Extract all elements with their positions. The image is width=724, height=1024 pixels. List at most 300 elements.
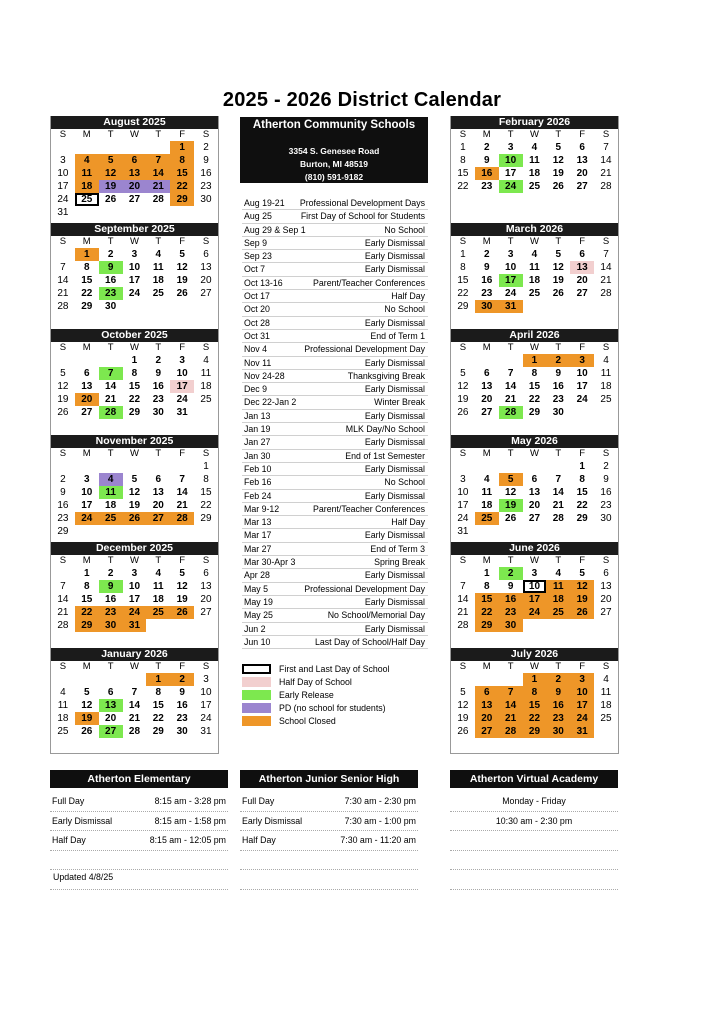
schedule-row xyxy=(450,812,618,832)
legend-swatch xyxy=(242,677,271,687)
day-cell: 8 xyxy=(131,368,138,379)
day-cell: 29 xyxy=(152,726,164,737)
day-cell: 30 xyxy=(200,194,212,205)
day-cell: 19 xyxy=(457,713,469,724)
day-cell: 31 xyxy=(457,526,469,537)
day-cell: 23 xyxy=(152,394,164,405)
day-header: S xyxy=(602,342,610,353)
day-header: T xyxy=(107,236,114,247)
day-cell: 31 xyxy=(57,207,69,218)
day-cell: 16 xyxy=(481,275,493,286)
day-cell: 13 xyxy=(481,381,493,392)
day-header: S xyxy=(602,661,610,672)
week-row xyxy=(451,473,618,486)
day-cell: 13 xyxy=(475,699,499,712)
day-header: W xyxy=(129,661,139,672)
week-row xyxy=(51,180,218,193)
day-cell: 13 xyxy=(600,581,612,592)
day-cell: 15 xyxy=(200,487,212,498)
day-header: M xyxy=(82,448,91,459)
day-cell: 8 xyxy=(170,154,194,167)
day-header: F xyxy=(579,342,586,353)
day-cell: 6 xyxy=(579,142,585,153)
event-row xyxy=(242,250,428,263)
day-cell: 24 xyxy=(499,180,523,193)
day-cell: 25 xyxy=(600,394,612,405)
day-cell: 23 xyxy=(481,181,493,192)
week-row xyxy=(51,380,218,393)
day-cell: 7 xyxy=(460,581,466,592)
day-header: S xyxy=(459,129,467,140)
day-cell: 5 xyxy=(99,154,123,167)
month-header: January 2026 xyxy=(51,648,218,661)
day-cell: 22 xyxy=(457,288,469,299)
day-cell: 11 xyxy=(153,581,164,592)
day-cell: 12 xyxy=(457,700,469,711)
day-cell: 14 xyxy=(505,381,517,392)
schedule-time: 8:15 am - 1:58 pm xyxy=(154,815,226,826)
week-row xyxy=(451,261,618,274)
day-cell: 12 xyxy=(570,580,594,593)
day-cell: 20 xyxy=(123,180,147,193)
day-cell: 22 xyxy=(523,712,547,725)
day-cell: 5 xyxy=(60,368,66,379)
day-header: S xyxy=(202,661,210,672)
day-cell: 13 xyxy=(576,155,588,166)
event-text: Early Dismissal xyxy=(364,384,425,395)
event-date: Dec 22-Jan 2 xyxy=(244,397,297,408)
month-header: February 2026 xyxy=(451,116,618,129)
day-cell: 24 xyxy=(523,606,547,619)
day-cell: 27 xyxy=(475,725,499,738)
week-row xyxy=(51,406,218,419)
day-cell: 8 xyxy=(523,686,547,699)
event-date: Oct 7 xyxy=(244,264,266,275)
schedule-title: Atherton Elementary xyxy=(50,770,228,788)
day-cell: 7 xyxy=(179,474,185,485)
day-cell: 25 xyxy=(546,606,570,619)
day-cell xyxy=(475,354,499,367)
day-cell xyxy=(123,673,147,686)
day-cell: 30 xyxy=(499,619,523,632)
day-cell xyxy=(499,525,523,538)
day-cell: 10 xyxy=(576,368,588,379)
day-header: S xyxy=(59,661,67,672)
day-cell: 28 xyxy=(152,194,164,205)
day-cell: 1 xyxy=(460,142,466,153)
legend xyxy=(242,662,428,728)
day-cell: 20 xyxy=(105,713,117,724)
day-cell xyxy=(51,354,75,367)
day-cell: 21 xyxy=(146,180,170,193)
day-header: F xyxy=(179,661,186,672)
event-date: Oct 20 xyxy=(244,304,270,315)
day-cell: 21 xyxy=(105,394,117,405)
day-cell: 22 xyxy=(576,500,588,511)
day-cell: 6 xyxy=(483,368,490,379)
day-cell: 5 xyxy=(499,473,523,486)
day-cell: 10 xyxy=(570,686,594,699)
day-header: T xyxy=(507,236,514,247)
event-date: Oct 13-16 xyxy=(244,277,283,288)
day-cell xyxy=(75,206,99,219)
day-cell: 16 xyxy=(105,594,117,605)
day-cell: 24 xyxy=(576,394,588,405)
day-cell: 3 xyxy=(131,249,138,260)
day-cell: 25 xyxy=(146,606,170,619)
day-cell: 3 xyxy=(507,142,514,153)
day-header: W xyxy=(529,342,539,353)
day-cell: 25 xyxy=(57,726,69,737)
day-cell: 30 xyxy=(105,301,117,312)
week-row xyxy=(51,580,218,593)
day-cell: 21 xyxy=(499,712,523,725)
event-text: Early Dismissal xyxy=(364,264,425,275)
day-cell: 31 xyxy=(499,300,523,313)
day-cell: 22 xyxy=(170,180,194,193)
schedule-title: Atherton Virtual Academy xyxy=(450,770,618,788)
day-cell xyxy=(523,460,547,473)
day-cell: 21 xyxy=(128,713,141,724)
day-cell xyxy=(51,248,75,261)
day-cell xyxy=(451,673,475,686)
day-cell: 30 xyxy=(176,726,188,737)
week-row xyxy=(51,725,218,738)
day-cell xyxy=(170,619,194,632)
day-cell: 20 xyxy=(200,594,212,605)
schedule-label: Early Dismissal xyxy=(242,815,303,826)
day-cell: 20 xyxy=(152,500,164,511)
day-cell: 9 xyxy=(99,261,123,274)
day-cell: 27 xyxy=(481,407,493,418)
day-header: T xyxy=(107,448,114,459)
schedule-time: 10:30 am - 2:30 pm xyxy=(495,815,573,826)
week-row xyxy=(51,686,218,699)
event-row xyxy=(242,357,428,370)
day-cell: 29 xyxy=(200,513,212,524)
legend-swatch xyxy=(242,703,271,713)
day-cell xyxy=(594,300,618,313)
week-row xyxy=(51,167,218,180)
day-cell: 7 xyxy=(603,142,609,153)
day-cell: 16 xyxy=(600,487,612,498)
day-cell: 9 xyxy=(203,155,209,166)
day-cell: 9 xyxy=(99,580,123,593)
day-cell: 2 xyxy=(107,249,114,260)
schedule-blank-row xyxy=(450,870,618,890)
day-cell xyxy=(499,354,523,367)
day-cell: 20 xyxy=(600,594,612,605)
day-cell xyxy=(570,406,594,419)
schedule-blank-row xyxy=(240,851,418,871)
schedule-row xyxy=(450,831,618,851)
day-cell: 6 xyxy=(475,686,499,699)
event-text: Early Dismissal xyxy=(364,530,425,541)
event-date: Jan 19 xyxy=(244,424,271,435)
schedule-row xyxy=(50,812,228,832)
day-cell xyxy=(99,206,123,219)
event-text: Winter Break xyxy=(374,397,425,408)
day-header: T xyxy=(155,555,162,566)
day-cell xyxy=(451,354,475,367)
day-cell: 27 xyxy=(576,181,588,192)
day-header: F xyxy=(179,342,186,353)
schedule-row xyxy=(50,831,228,851)
day-header: M xyxy=(482,661,491,672)
month-header: October 2025 xyxy=(51,329,218,342)
day-cell: 24 xyxy=(200,713,212,724)
day-header: S xyxy=(459,236,467,247)
event-row xyxy=(242,609,428,622)
event-row xyxy=(242,330,428,343)
day-cell: 16 xyxy=(152,381,164,392)
week-row xyxy=(451,180,618,193)
day-cell: 6 xyxy=(107,687,114,698)
event-date: Jun 2 xyxy=(244,623,266,634)
day-cell: 12 xyxy=(128,487,141,498)
day-cell: 20 xyxy=(528,500,541,511)
day-cell: 1 xyxy=(83,568,90,579)
day-cell: 13 xyxy=(200,262,212,273)
day-cell: 4 xyxy=(99,473,123,486)
event-text: Spring Break xyxy=(374,557,425,568)
day-header-row xyxy=(451,129,618,141)
day-cell: 2 xyxy=(155,355,162,366)
school-info-box xyxy=(240,117,428,183)
event-date: Sep 23 xyxy=(244,251,272,262)
day-cell: 17 xyxy=(81,500,93,511)
day-cell: 26 xyxy=(57,407,69,418)
event-text: Professional Development Day xyxy=(304,583,425,594)
schedule-junior-senior-high xyxy=(240,770,418,890)
day-cell xyxy=(594,725,618,738)
event-date: Mar 17 xyxy=(244,530,272,541)
month-header: August 2025 xyxy=(51,116,218,129)
week-row xyxy=(451,512,618,525)
day-cell xyxy=(51,460,75,473)
day-cell: 20 xyxy=(481,394,493,405)
day-header-row xyxy=(51,342,218,354)
day-cell: 15 xyxy=(576,487,588,498)
day-cell: 2 xyxy=(483,249,490,260)
day-cell: 9 xyxy=(555,368,562,379)
week-row xyxy=(451,141,618,154)
day-cell: 24 xyxy=(505,288,517,299)
day-header: T xyxy=(107,342,114,353)
day-header: W xyxy=(529,661,539,672)
day-header: F xyxy=(179,236,186,247)
legend-label: First and Last Day of School xyxy=(279,663,390,674)
day-cell xyxy=(123,460,147,473)
day-cell: 31 xyxy=(570,725,594,738)
event-row xyxy=(242,490,428,503)
day-cell: 19 xyxy=(75,712,99,725)
week-row xyxy=(451,154,618,167)
day-header: T xyxy=(507,448,514,459)
day-header: M xyxy=(82,236,91,247)
schedule-time: Monday - Friday xyxy=(502,796,566,806)
day-cell: 7 xyxy=(555,474,562,485)
week-row xyxy=(51,499,218,512)
day-cell: 10 xyxy=(176,368,188,379)
week-row xyxy=(51,193,218,206)
schedule-row xyxy=(50,792,228,812)
day-cell: 9 xyxy=(603,474,609,485)
day-cell: 11 xyxy=(57,700,69,711)
day-cell: 24 xyxy=(75,512,99,525)
day-cell xyxy=(75,460,99,473)
day-cell: 4 xyxy=(555,568,562,579)
week-row xyxy=(451,380,618,393)
event-row xyxy=(242,583,428,596)
week-row xyxy=(51,567,218,580)
event-row xyxy=(242,263,428,276)
day-cell: 12 xyxy=(99,167,123,180)
day-cell: 14 xyxy=(105,381,117,392)
day-cell: 22 xyxy=(152,713,164,724)
day-cell: 23 xyxy=(176,713,188,724)
event-row xyxy=(242,543,428,556)
event-date: May 25 xyxy=(244,610,273,621)
day-header-row xyxy=(51,236,218,248)
day-cell: 27 xyxy=(146,512,170,525)
day-cell: 4 xyxy=(60,687,66,698)
month-header: September 2025 xyxy=(51,223,218,236)
day-cell: 24 xyxy=(128,288,141,299)
day-cell: 3 xyxy=(570,354,594,367)
event-text: Early Dismissal xyxy=(364,437,425,448)
day-cell: 10 xyxy=(128,581,141,592)
event-text: Early Dismissal xyxy=(364,357,425,368)
day-cell: 22 xyxy=(475,606,499,619)
day-cell: 17 xyxy=(457,500,469,511)
day-header: T xyxy=(555,661,562,672)
week-row xyxy=(451,167,618,180)
day-cell: 28 xyxy=(128,726,141,737)
event-row xyxy=(242,370,428,383)
event-row xyxy=(242,569,428,582)
day-cell: 15 xyxy=(152,700,164,711)
day-cell: 11 xyxy=(529,155,540,166)
day-cell: 15 xyxy=(457,275,469,286)
day-cell xyxy=(194,300,218,313)
page-title: 2025 - 2026 District Calendar xyxy=(222,89,502,111)
day-cell: 16 xyxy=(552,381,564,392)
week-row xyxy=(451,619,618,632)
day-cell: 8 xyxy=(483,581,490,592)
day-cell xyxy=(146,141,170,154)
day-cell: 3 xyxy=(507,249,514,260)
day-cell: 5 xyxy=(579,568,585,579)
week-row xyxy=(451,699,618,712)
day-cell: 14 xyxy=(499,699,523,712)
legend-label: PD (no school for students) xyxy=(279,703,386,714)
week-row xyxy=(451,686,618,699)
legend-item xyxy=(242,675,428,688)
day-cell: 9 xyxy=(60,487,66,498)
day-cell: 6 xyxy=(579,249,585,260)
event-row xyxy=(242,237,428,250)
event-text: End of 1st Semester xyxy=(345,450,425,461)
day-header: F xyxy=(179,448,186,459)
calendar-jun xyxy=(451,542,618,649)
schedule-time: 7:30 am - 2:30 pm xyxy=(344,796,416,806)
day-cell: 13 xyxy=(81,381,93,392)
day-cell xyxy=(123,206,147,219)
day-cell: 16 xyxy=(176,700,188,711)
event-text: Professional Development Day xyxy=(304,344,425,355)
day-header: T xyxy=(107,555,114,566)
week-row xyxy=(451,593,618,606)
day-cell: 29 xyxy=(576,513,588,524)
day-cell: 4 xyxy=(531,142,538,153)
day-cell: 21 xyxy=(600,168,612,179)
schedule-label: Half Day xyxy=(52,835,86,845)
day-cell: 29 xyxy=(81,301,93,312)
day-header: T xyxy=(155,448,162,459)
day-cell: 1 xyxy=(203,461,209,472)
day-cell: 3 xyxy=(131,568,138,579)
legend-item xyxy=(242,662,428,675)
event-text: Early Dismissal xyxy=(364,623,425,634)
day-cell: 28 xyxy=(499,725,523,738)
day-cell: 2 xyxy=(203,142,209,153)
event-date: Jun 10 xyxy=(244,636,271,647)
event-text: Half Day xyxy=(391,517,425,528)
day-cell: 12 xyxy=(176,581,188,592)
day-cell: 21 xyxy=(600,275,612,286)
day-header: S xyxy=(59,555,67,566)
day-cell: 16 xyxy=(499,593,523,606)
day-cell: 29 xyxy=(57,526,69,537)
day-cell: 4 xyxy=(155,249,162,260)
day-cell: 8 xyxy=(460,262,466,273)
day-cell: 11 xyxy=(481,487,493,498)
day-header: T xyxy=(507,555,514,566)
day-header: W xyxy=(529,129,539,140)
day-cell: 10 xyxy=(81,487,93,498)
day-header: W xyxy=(129,448,139,459)
day-cell: 23 xyxy=(499,606,523,619)
day-cell: 16 xyxy=(475,167,499,180)
day-cell xyxy=(75,141,99,154)
calendar-oct xyxy=(51,329,218,436)
calendar-apr xyxy=(451,329,618,436)
schedule-label: Early Dismissal xyxy=(52,815,113,826)
event-date: Nov 11 xyxy=(244,357,272,368)
day-cell: 6 xyxy=(203,249,209,260)
day-cell xyxy=(194,619,218,632)
day-cell: 25 xyxy=(600,713,612,724)
day-header-row xyxy=(51,448,218,460)
day-header: M xyxy=(482,555,491,566)
event-text: Parent/Teacher Conferences xyxy=(313,277,425,288)
event-text: Professional Development Days xyxy=(299,198,425,208)
month-header: May 2026 xyxy=(451,435,618,448)
day-cell xyxy=(99,141,123,154)
school-name: Atherton Community Schools xyxy=(252,119,416,131)
week-row xyxy=(451,274,618,287)
event-date: Jan 27 xyxy=(244,437,271,448)
day-cell xyxy=(146,525,170,538)
day-cell: 19 xyxy=(570,593,594,606)
day-cell: 27 xyxy=(99,725,123,738)
day-cell xyxy=(123,525,147,538)
day-cell xyxy=(523,525,547,538)
day-header-row xyxy=(51,661,218,673)
day-cell xyxy=(146,300,170,313)
day-cell xyxy=(170,460,194,473)
